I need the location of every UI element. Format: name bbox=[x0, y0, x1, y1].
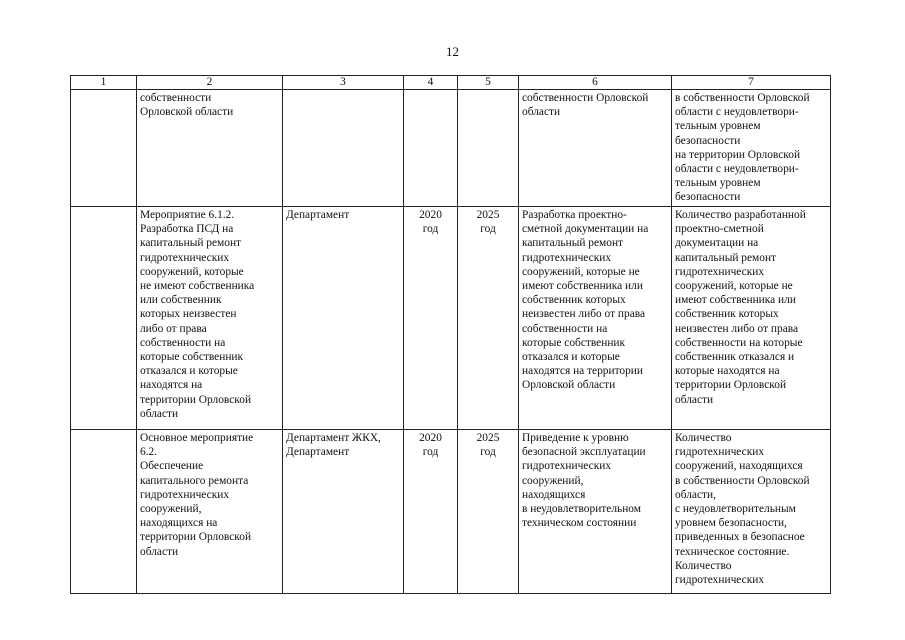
table-row bbox=[71, 90, 831, 207]
executor-cell: Департамент bbox=[283, 207, 404, 430]
end-year-cell bbox=[458, 90, 519, 207]
executor-cell bbox=[283, 90, 404, 207]
table-row bbox=[71, 430, 831, 594]
table-row bbox=[71, 207, 831, 430]
column-number-5: 5 bbox=[458, 76, 519, 90]
row-number-cell bbox=[71, 90, 137, 207]
expected-result-cell: собственности Орловской области bbox=[519, 90, 672, 207]
measure-name-cell: собственности Орловской области bbox=[137, 90, 283, 207]
column-number-3: 3 bbox=[283, 76, 404, 90]
indicator-cell: Количество гидротехнических сооружений, находящихся в собственности Орловской области, с неудовлетворительным уровнем безопасности, приведенных в безопасное техническое состояние. Количество гидротехнических bbox=[672, 430, 831, 594]
column-number-row bbox=[71, 76, 831, 90]
expected-result-cell: Приведение к уровню безопасной эксплуатации гидротехнических сооружений, находящихся в неудовлетворительном техническом состоянии bbox=[519, 430, 672, 594]
column-number-2: 2 bbox=[137, 76, 283, 90]
measure-name-cell: Основное мероприятие 6.2. Обеспечение капитального ремонта гидротехнических сооружений, находящихся на территории Орловской области bbox=[137, 430, 283, 594]
end-year-cell: 2025 год bbox=[458, 207, 519, 430]
column-number-7: 7 bbox=[672, 76, 831, 90]
start-year-cell bbox=[404, 90, 458, 207]
expected-result-cell: Разработка проектно- сметной документации на капитальный ремонт гидротехнических сооружений, которые не имеют собственника или собственник которых неизвестен либо от права собственности на которые собственник отказался и которые находятся на территории Орловской области bbox=[519, 207, 672, 430]
indicator-cell: Количество разработанной проектно-сметной документации на капитальный ремонт гидротехнических сооружений, которые не имеют собственника или собственник которых неизвестен либо от права собственности на которые собственник отказался и которые находятся на территории Орловской области bbox=[672, 207, 831, 430]
column-number-4: 4 bbox=[404, 76, 458, 90]
column-number-6: 6 bbox=[519, 76, 672, 90]
executor-cell: Департамент ЖКХ, Департамент bbox=[283, 430, 404, 594]
end-year-cell: 2025 год bbox=[458, 430, 519, 594]
start-year-cell: 2020 год bbox=[404, 207, 458, 430]
start-year-cell: 2020 год bbox=[404, 430, 458, 594]
row-number-cell bbox=[71, 430, 137, 594]
program-table bbox=[70, 75, 831, 594]
indicator-cell: в собственности Орловской области с неудовлетвори- тельным уровнем безопасности на территории Орловской области с неудовлетвори- тельным уровнем безопасности bbox=[672, 90, 831, 207]
page-number: 12 bbox=[446, 44, 459, 59]
row-number-cell bbox=[71, 207, 137, 430]
measure-name-cell: Мероприятие 6.1.2. Разработка ПСД на капитальный ремонт гидротехнических сооружений, которые не имеют собственника или собственник которых неизвестен либо от права собственности на которые собственник отказался и которые находятся на территории Орловской области bbox=[137, 207, 283, 430]
column-number-1: 1 bbox=[71, 76, 137, 90]
